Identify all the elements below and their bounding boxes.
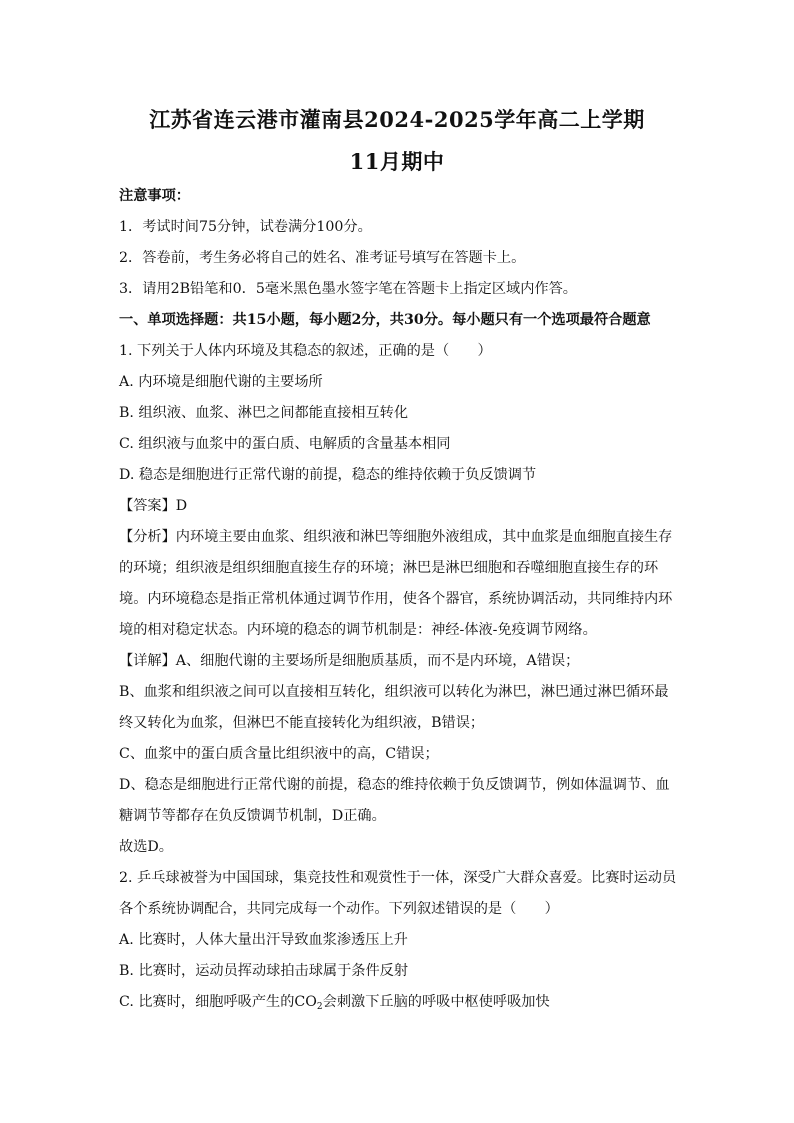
notice-item: 1．考试时间75分钟，试卷满分100分。 <box>119 219 372 235</box>
explain-line: 糖调节等都存在负反馈调节机制，D正确。 <box>119 808 386 824</box>
page-subtitle: 11月期中 <box>349 149 445 174</box>
explain-line: D、稳态是细胞进行正常代谢的前提，稳态的维持依赖于负反馈调节，例如体温调节、血 <box>119 777 670 793</box>
option-c-text-rest: 会刺激下丘脑的呼吸中枢使呼吸加快 <box>322 994 550 1010</box>
subscript: 2 <box>316 1002 323 1012</box>
explain-line: 终又转化为血浆，但淋巴不能直接转化为组织液，B错误； <box>119 715 485 731</box>
option-c <box>119 993 679 1016</box>
option-d: D. 稳态是细胞进行正常代谢的前提，稳态的维持依赖于负反馈调节 <box>119 467 537 483</box>
explain-line: 【详解】A、细胞代谢的主要场所是细胞质基质，而不是内环境，A错误； <box>119 653 580 669</box>
notice-item: 2．答卷前，考生务必将自己的姓名、准考证号填写在答题卡上。 <box>119 250 526 266</box>
conclusion-line: 故选D。 <box>119 839 173 855</box>
section-heading: 一、单项选择题：共15小题，每小题2分，共30分。每小题只有一个选项最符合题意 <box>119 312 651 328</box>
explain-line: B、血浆和组织液之间可以直接相互转化，组织液可以转化为淋巴，淋巴通过淋巴循环最 <box>119 684 669 700</box>
explain-line: C、血浆中的蛋白质含量比组织液中的高，C错误； <box>119 746 439 762</box>
question-stem: 1. 下列关于人体内环境及其稳态的叙述，正确的是（ ） <box>119 343 492 359</box>
option-a: A. 内环境是细胞代谢的主要场所 <box>119 374 323 390</box>
option-b: B. 比赛时，运动员挥动球拍击球属于条件反射 <box>119 963 409 979</box>
option-b: B. 组织液、血浆、淋巴之间都能直接相互转化 <box>119 405 409 421</box>
answer-line: 【答案】D <box>119 498 188 514</box>
analysis-line: 的环境；组织液是组织细胞直接生存的环境；淋巴是淋巴细胞和吞噬细胞直接生存的环 <box>119 560 659 576</box>
analysis-line: 境。内环境稳态是指正常机体通过调节作用，使各个器官，系统协调活动，共同维持内环 <box>119 591 673 607</box>
notice-item: 3．请用2B铅笔和0．5毫米黑色墨水签字笔在答题卡上指定区域内作答。 <box>119 281 577 297</box>
option-a: A. 比赛时，人体大量出汗导致血浆渗透压上升 <box>119 932 408 948</box>
option-c-text: C. 比赛时，细胞呼吸产生的CO <box>119 994 317 1010</box>
question-stem: 各个系统协调配合，共同完成每一个动作。下列叙述错误的是（ ） <box>119 901 559 917</box>
analysis-line: 境的相对稳定状态。内环境的稳态的调节机制是：神经-体液-免疫调节网络。 <box>119 622 597 638</box>
question-stem: 2. 乒乓球被誉为中国国球，集竞技性和观赏性于一体，深受广大群众喜爱。比赛时运动员 <box>119 870 677 886</box>
analysis-line: 【分析】内环境主要由血浆、组织液和淋巴等细胞外液组成，其中血浆是血细胞直接生存 <box>119 529 673 545</box>
notice-heading: 注意事项： <box>119 188 190 204</box>
option-c: C. 组织液与血浆中的蛋白质、电解质的含量基本相同 <box>119 436 451 452</box>
page-title: 江苏省连云港市灌南县2024-2025学年高二上学期 <box>149 107 645 132</box>
